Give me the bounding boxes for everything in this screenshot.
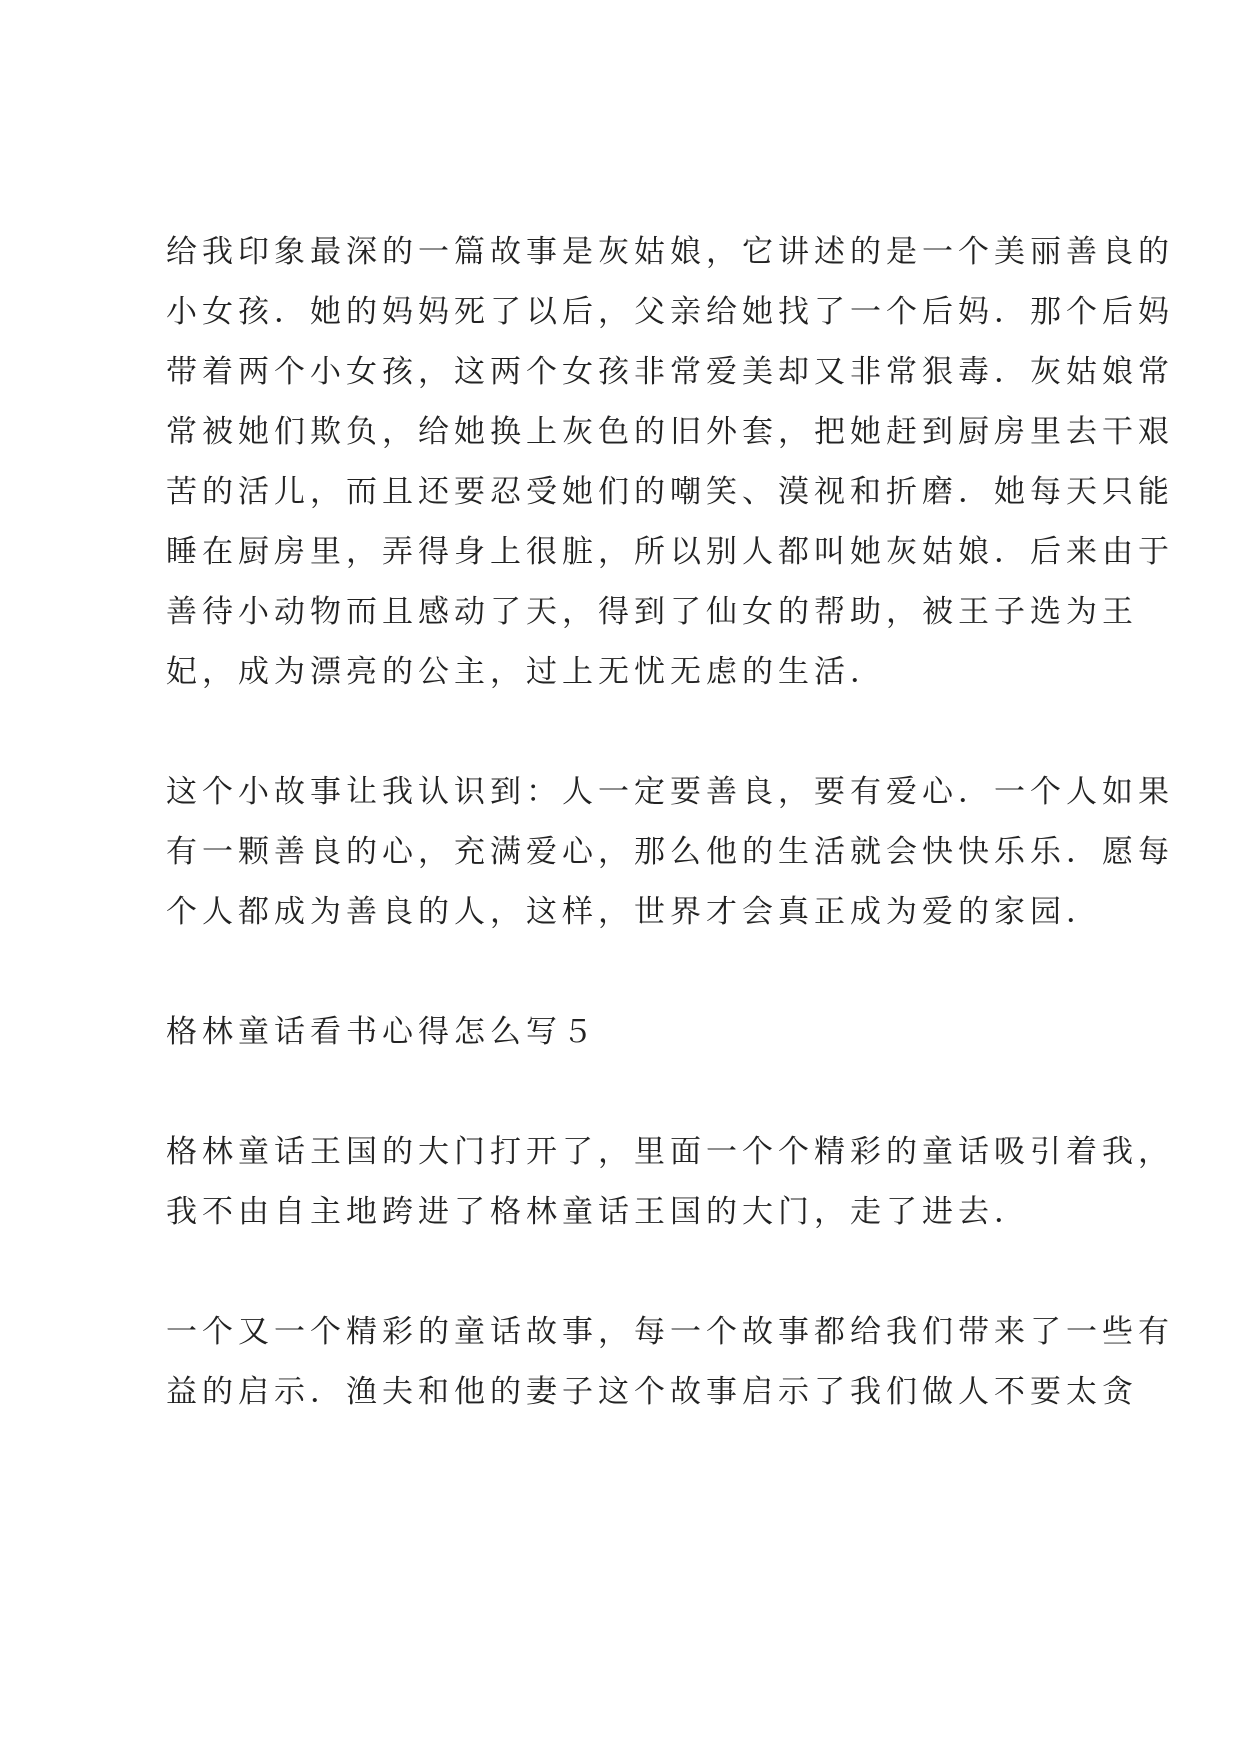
paragraph-cinderella bbox=[166, 222, 1174, 702]
paragraph-stories bbox=[166, 1302, 1174, 1422]
text-line: 带着两个小女孩，这两个女孩非常爱美却又非常狠毒．灰姑娘常 bbox=[166, 354, 1174, 390]
text-line: 妃，成为漂亮的公主，过上无忧无虑的生活． bbox=[166, 654, 886, 690]
text-line: 这个小故事让我认识到：人一定要善良，要有爱心．一个人如果 bbox=[166, 774, 1174, 810]
paragraph-kingdom-door bbox=[166, 1122, 1174, 1242]
text-line: 我不由自主地跨进了格林童话王国的大门，走了进去． bbox=[166, 1194, 1030, 1230]
section-heading bbox=[166, 1002, 1096, 1062]
heading-text: 格林童话看书心得怎么写５ bbox=[166, 1014, 598, 1050]
text-line: 常被她们欺负，给她换上灰色的旧外套，把她赶到厨房里去干艰 bbox=[166, 414, 1174, 450]
text-line: 善待小动物而且感动了天，得到了仙女的帮助，被王子选为王 bbox=[166, 594, 1138, 630]
text-line: 小女孩．她的妈妈死了以后，父亲给她找了一个后妈．那个后妈 bbox=[166, 294, 1174, 330]
text-line: 苦的活儿，而且还要忍受她们的嘲笑、漠视和折磨．她每天只能 bbox=[166, 474, 1174, 510]
paragraph-lesson bbox=[166, 762, 1174, 942]
text-line: 一个又一个精彩的童话故事，每一个故事都给我们带来了一些有 bbox=[166, 1314, 1174, 1350]
document-body bbox=[166, 222, 1174, 1422]
text-line: 益的启示．渔夫和他的妻子这个故事启示了我们做人不要太贪 bbox=[166, 1374, 1138, 1410]
text-line: 格林童话王国的大门打开了，里面一个个精彩的童话吸引着我， bbox=[166, 1134, 1174, 1170]
text-line: 睡在厨房里，弄得身上很脏，所以别人都叫她灰姑娘．后来由于 bbox=[166, 534, 1174, 570]
text-line: 有一颗善良的心，充满爱心，那么他的生活就会快快乐乐．愿每 bbox=[166, 834, 1174, 870]
text-line: 给我印象最深的一篇故事是灰姑娘，它讲述的是一个美丽善良的 bbox=[166, 234, 1174, 270]
text-line: 个人都成为善良的人，这样，世界才会真正成为爱的家园． bbox=[166, 894, 1102, 930]
